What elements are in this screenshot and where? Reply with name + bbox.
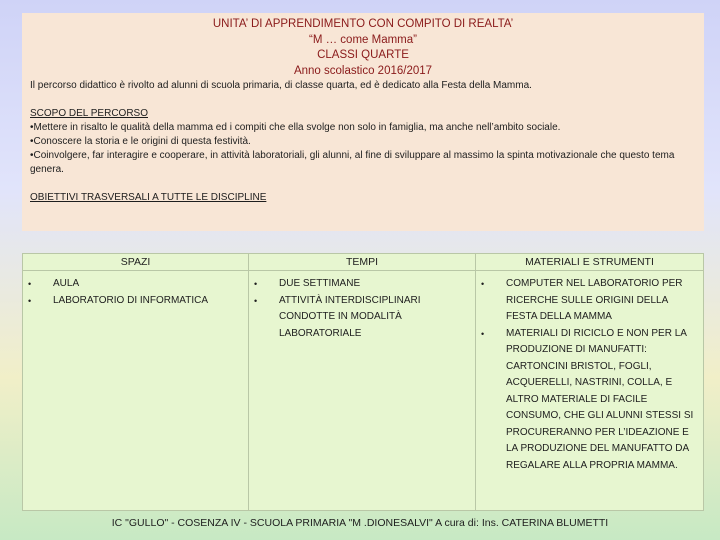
intro-panel <box>22 13 704 231</box>
column-heading: SPAZI <box>23 254 248 271</box>
bullet-icon: • <box>481 279 485 289</box>
column-list <box>23 271 248 309</box>
bullet-icon: • <box>28 279 32 289</box>
title-line: Anno scolastico 2016/2017 <box>293 64 433 77</box>
title-line: “M … come Mamma” <box>309 33 417 46</box>
bullet-icon: • <box>28 295 32 306</box>
list-item: • LABORATORIO DI INFORMATICA <box>23 293 248 310</box>
list-item: • COMPUTER NEL LABORATORIO PER RICERCHE SULLE ORIGINI DELLA FESTA DELLA MAMMA <box>481 278 683 322</box>
footer-credits: IC "GULLO" - COSENZA IV - SCUOLA PRIMARIA "M .DIONESALVI" A cura di: Ins. CATERINA BLUMETTI <box>111 517 609 529</box>
column-heading: TEMPI <box>249 254 475 271</box>
column-list <box>249 271 475 342</box>
list-item: • ATTIVITÀ INTERDISCIPLINARI CONDOTTE IN MODALITÀ LABORATORIALE <box>254 294 421 339</box>
column-spazi <box>23 254 249 510</box>
scope-heading: SCOPO DEL PERCORSO <box>30 108 148 119</box>
title-line: UNITA’ DI APPRENDIMENTO CON COMPITO DI REALTA’ <box>212 18 514 30</box>
bullet-icon: • <box>254 279 258 289</box>
list-item: • AULA <box>23 276 248 293</box>
scope-item: •Coinvolgere, far interagire e cooperare, in attività laboratoriali, gli alunni, al fine di sviluppare al massimo la spinta motivazionale che questo tema genera. <box>30 150 675 175</box>
intro-text: Il percorso didattico è rivolto ad alunni di scuola primaria, di classe quarta, ed è dedicato alla Festa della Mamma. <box>30 80 532 91</box>
column-list <box>476 271 703 474</box>
scope-item: •Conoscere la storia e le origini di questa festività. <box>30 136 251 147</box>
column-materiali <box>476 254 703 510</box>
column-heading: MATERIALI E STRUMENTI <box>476 254 703 271</box>
column-tempi <box>249 254 476 510</box>
document-title <box>30 17 696 79</box>
planning-table <box>22 253 704 511</box>
list-item: • MATERIALI DI RICICLO E NON PER LA PRODUZIONE DI MANUFATTI: CARTONCINI BRISTOL, FOGLI, ACQUERELLI, NASTRINI, COLLA, E ALTRO MATERIALE DI FACILE CONSUMO, CHE GLI ALUNNI STESSI SI PROCURERANNO PER L’IDEAZIONE E LA PRODUZIONE DEL MANUFATTO DA REGALARE ALLA PROPRIA MAMMA. <box>481 327 694 471</box>
scope-item: •Mettere in risalto le qualità della mamma ed i compiti che ella svolge non solo in famiglia, ma anche nell’ambito sociale. <box>30 122 561 133</box>
title-line: CLASSI QUARTE <box>317 49 409 61</box>
objectives-heading: OBIETTIVI TRASVERSALI A TUTTE LE DISCIPLINE <box>30 192 267 203</box>
bullet-icon: • <box>254 295 258 306</box>
list-item: • DUE SETTIMANE <box>249 276 475 293</box>
bullet-icon: • <box>481 328 485 339</box>
